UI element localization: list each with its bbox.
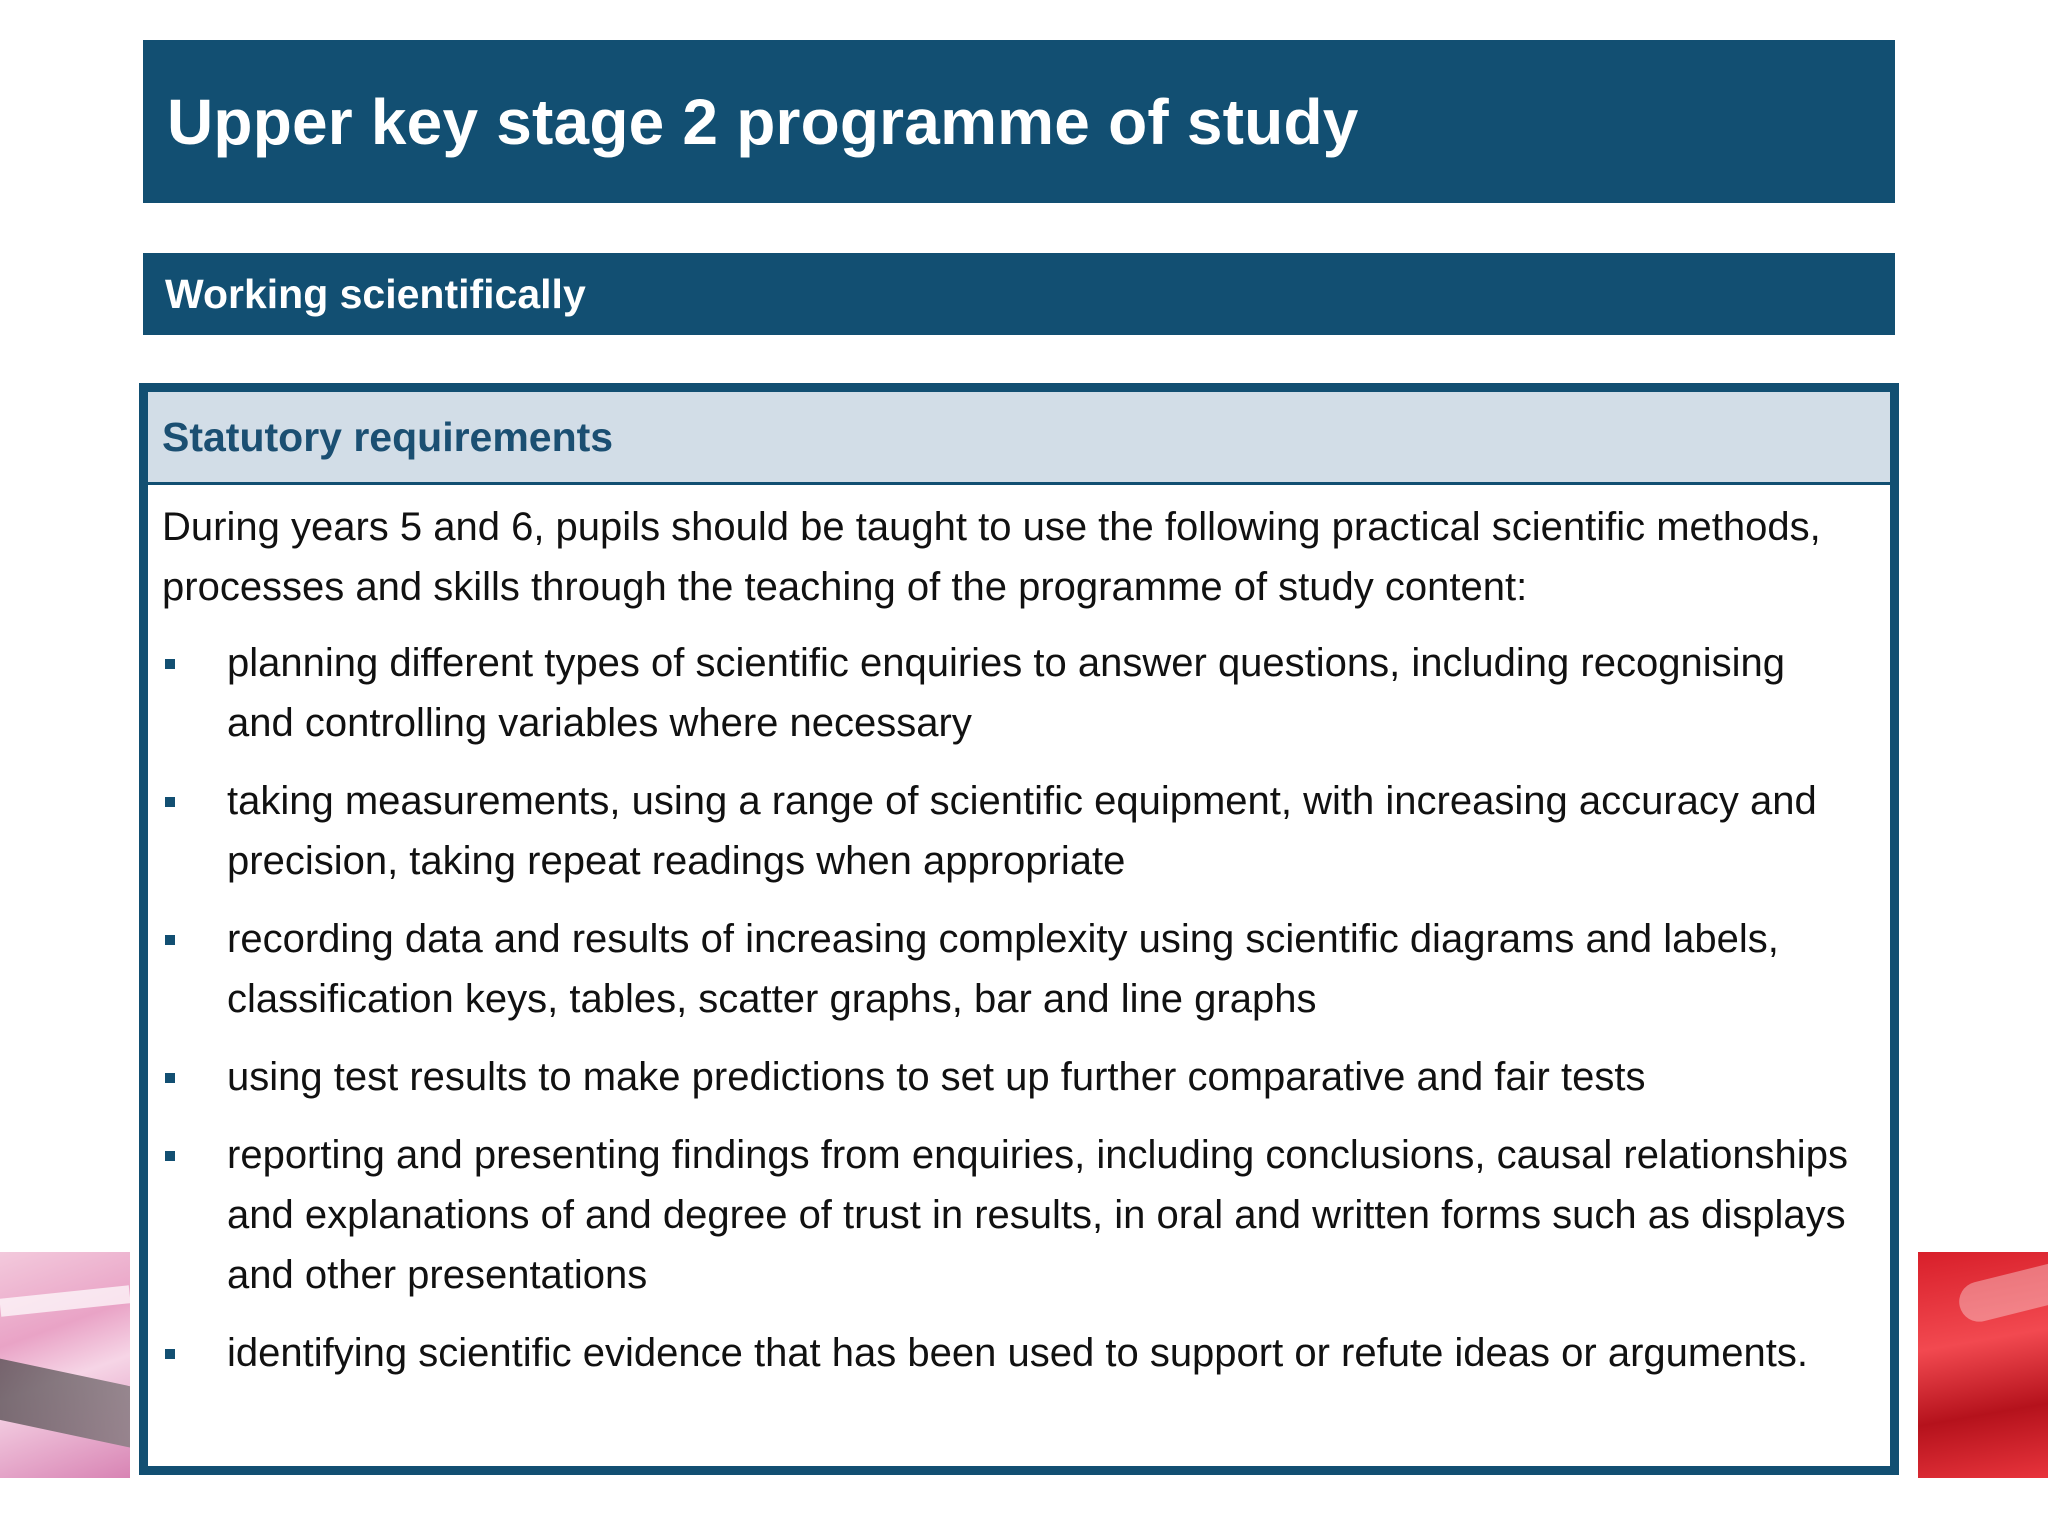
requirements-intro: During years 5 and 6, pupils should be taught to use the following practical scientific methods, processes and skills through the teaching of the programme of study content: [162, 505, 1821, 609]
square-bullet-icon [165, 935, 175, 945]
requirements-list [162, 633, 1860, 1383]
square-bullet-icon [165, 1151, 175, 1161]
list-item-text: planning different types of scientific enquiries to answer questions, including recognising and controlling variables where necessary [227, 641, 1785, 745]
requirements-box [139, 383, 1899, 1475]
requirements-body [148, 485, 1890, 1383]
square-bullet-icon [165, 1073, 175, 1083]
page-title: Upper key stage 2 programme of study [167, 85, 1359, 158]
list-item [162, 771, 1860, 891]
decorative-photo-right [1918, 1252, 2048, 1478]
title-banner [143, 40, 1895, 203]
section-banner [143, 253, 1895, 335]
list-item-text: taking measurements, using a range of scientific equipment, with increasing accuracy and precision, taking repeat readings when appropriate [227, 779, 1817, 883]
square-bullet-icon [165, 1349, 175, 1359]
list-item-text: identifying scientific evidence that has been used to support or refute ideas or arguments. [227, 1331, 1808, 1375]
list-item [162, 633, 1860, 753]
square-bullet-icon [165, 659, 175, 669]
requirements-header [148, 392, 1890, 485]
list-item [162, 1047, 1860, 1107]
list-item [162, 1323, 1860, 1383]
decorative-photo-left [0, 1252, 130, 1478]
requirements-heading: Statutory requirements [162, 413, 614, 460]
list-item [162, 909, 1860, 1029]
section-title: Working scientifically [165, 270, 586, 317]
list-item-text: using test results to make predictions to set up further comparative and fair tests [227, 1055, 1646, 1099]
list-item [162, 1125, 1860, 1305]
list-item-text: reporting and presenting findings from enquiries, including conclusions, causal relationships and explanations of and degree of trust in results, in oral and written forms such as displays and other presentations [227, 1133, 1848, 1297]
list-item-text: recording data and results of increasing complexity using scientific diagrams and labels, classification keys, tables, scatter graphs, bar and line graphs [227, 917, 1779, 1021]
square-bullet-icon [165, 797, 175, 807]
